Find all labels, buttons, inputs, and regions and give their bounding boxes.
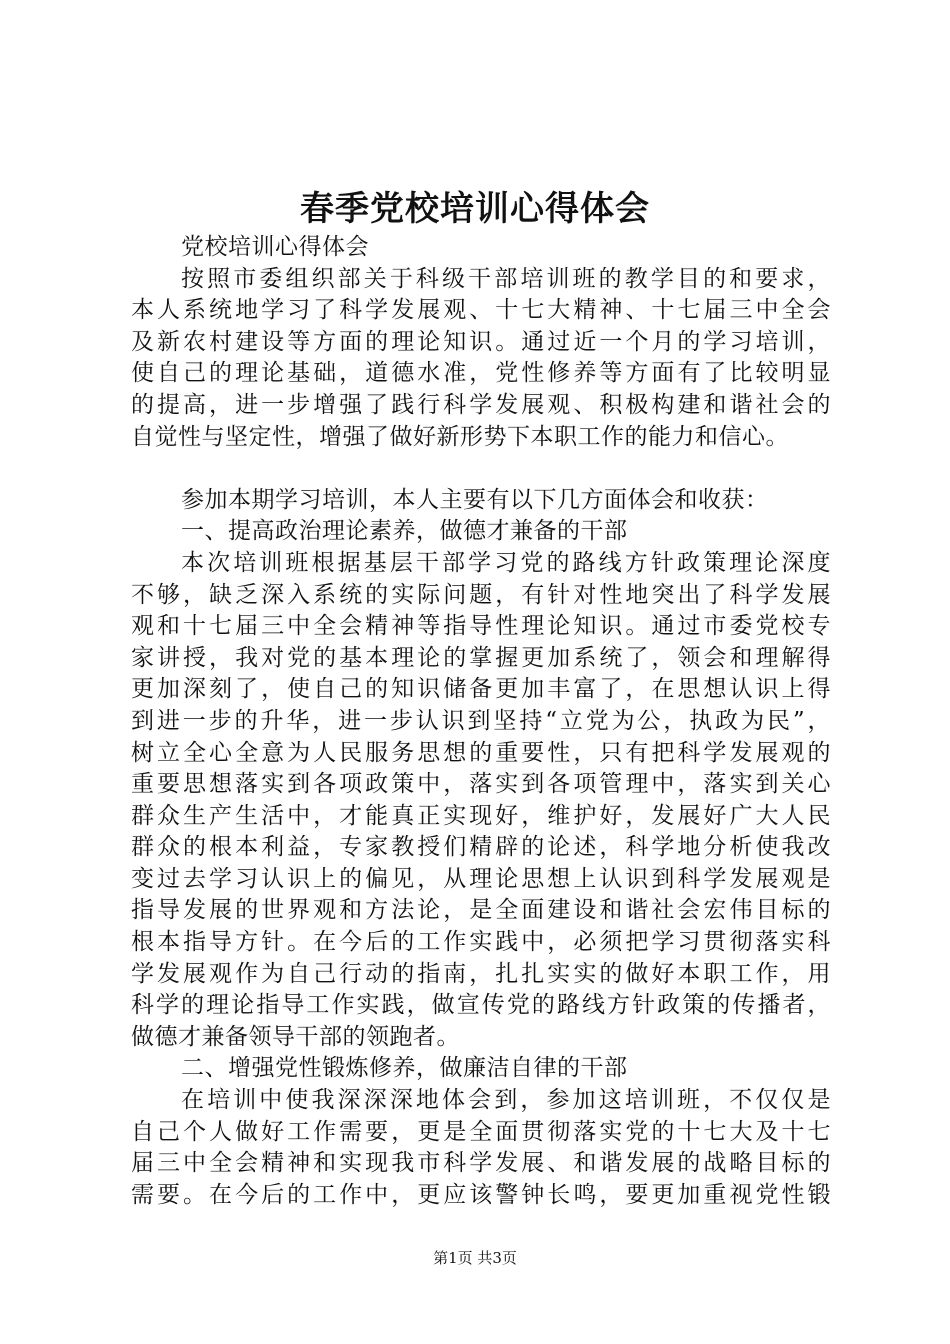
text-line: 做德才兼备领导干部的领跑者。	[131, 1023, 460, 1050]
text-line: 观和十七届三中全会精神等指导性理论知识。通过市委党校专	[131, 613, 831, 640]
text-line: 重要思想落实到各项政策中，落实到各项管理中，落实到关心	[131, 771, 831, 798]
text-line: 变过去学习认识上的偏见，从理论思想上认识到科学发展观是	[131, 865, 831, 892]
paragraph-gap	[131, 453, 831, 485]
text-line: 及新农村建设等方面的理论知识。通过近一个月的学习培训，	[131, 328, 831, 355]
text-line: 到进一步的升华，进一步认识到坚持“立党为公，执政为民”，	[131, 707, 831, 734]
text-line: 一、提高政治理论素养，做德才兼备的干部	[181, 518, 628, 545]
text-line: 自觉性与坚定性，增强了做好新形势下本职工作的能力和信心。	[131, 423, 789, 450]
document-body	[131, 232, 831, 1211]
text-line: 本人系统地学习了科学发展观、十七大精神、十七届三中全会	[131, 297, 831, 324]
text-line: 按照市委组织部关于科级干部培训班的教学目的和要求，	[181, 265, 831, 292]
text-line: 家讲授，我对党的基本理论的掌握更加系统了，领会和理解得	[131, 644, 831, 671]
text-line: 树立全心全意为人民服务思想的重要性，只有把科学发展观的	[131, 739, 831, 766]
text-line: 不够，缺乏深入系统的实际问题，有针对性地突出了科学发展	[131, 581, 831, 608]
text-line: 本次培训班根据基层干部学习党的路线方针政策理论深度	[181, 549, 831, 576]
text-line: 根本指导方针。在今后的工作实践中，必须把学习贯彻落实科	[131, 929, 831, 956]
text-line: 群众的根本利益，专家教授们精辟的论述，科学地分析使我改	[131, 834, 831, 861]
text-line: 学发展观作为自己行动的指南，扎扎实实的做好本职工作，用	[131, 960, 831, 987]
text-line: 届三中全会精神和实现我市科学发展、和谐发展的战略目标的	[131, 1150, 831, 1177]
text-line: 在培训中使我深深深地体会到，参加这培训班，不仅仅是	[181, 1087, 831, 1114]
text-line: 群众生产生活中，才能真正实现好，维护好，发展好广大人民	[131, 802, 831, 829]
text-line: 自己个人做好工作需要，更是全面贯彻落实党的十七大及十七	[131, 1118, 831, 1145]
text-line: 使自己的理论基础，道德水准，党性修养等方面有了比较明显	[131, 360, 831, 387]
text-line: 指导发展的世界观和方法论，是全面建设和谐社会宏伟目标的	[131, 897, 831, 924]
page-footer: 第1页 共3页	[433, 1249, 517, 1267]
document-title: 春季党校培训心得体会	[300, 189, 650, 229]
text-line: 需要。在今后的工作中，更应该警钟长鸣，要更加重视党性锻	[131, 1181, 831, 1208]
text-line: 二、增强党性锻炼修养，做廉洁自律的干部	[181, 1055, 628, 1082]
text-line: 科学的理论指导工作实践，做宣传党的路线方针政策的传播者，	[131, 992, 831, 1019]
text-line: 更加深刻了，使自己的知识储备更加丰富了，在思想认识上得	[131, 676, 831, 703]
text-line: 参加本期学习培训，本人主要有以下几方面体会和收获：	[181, 486, 769, 513]
text-line: 的提高，进一步增强了践行科学发展观、积极构建和谐社会的	[131, 391, 831, 418]
text-line: 党校培训心得体会	[181, 234, 369, 260]
